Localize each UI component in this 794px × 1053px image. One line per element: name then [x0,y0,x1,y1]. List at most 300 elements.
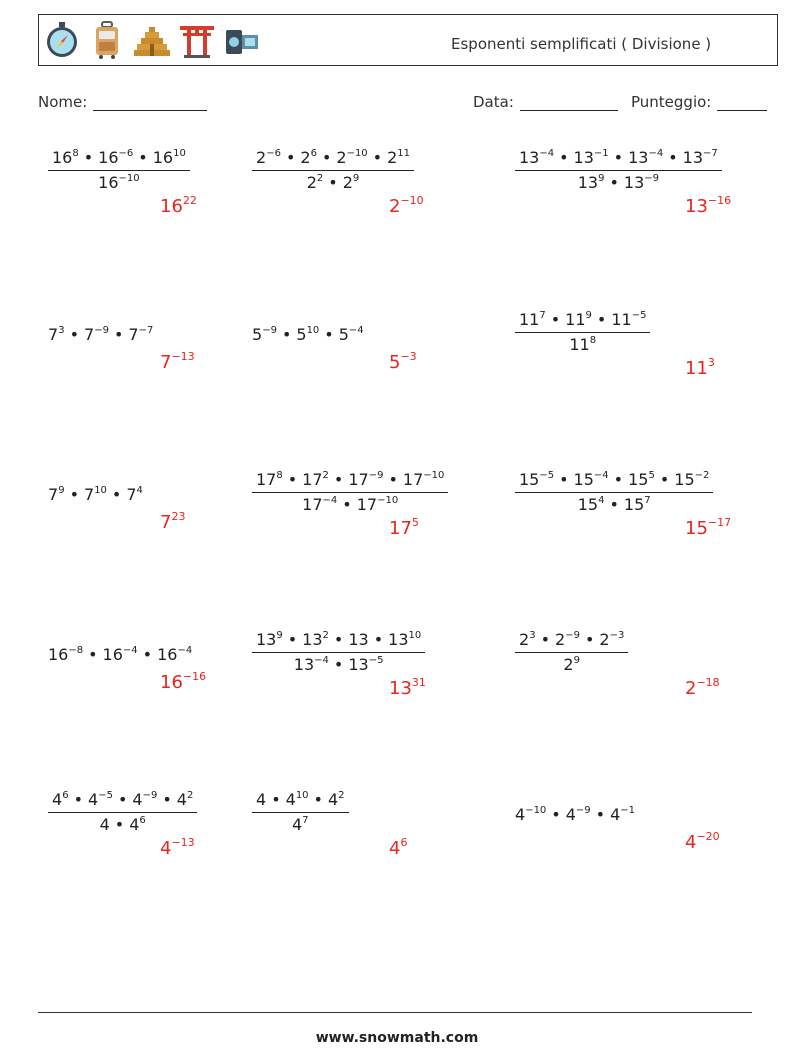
power-term [126,485,143,504]
exponent: 6 [139,815,146,826]
base: 4 [565,805,576,824]
base: 13 [348,630,369,649]
exponent: 10 [306,325,320,336]
exponent: −10 [423,470,445,481]
exponent: −1 [620,805,636,816]
base: 4 [99,815,110,834]
power-term [519,310,546,329]
multiply-dot: • [613,470,624,489]
exponent: 11 [397,148,411,159]
base: 16 [98,148,119,167]
exponent: −1 [593,148,609,159]
power-term [348,655,383,674]
base: 2 [306,173,317,192]
base: 7 [160,512,172,533]
problem-expression [515,470,713,514]
multiply-dot: • [609,173,619,192]
power-term [48,325,65,344]
power-term [52,148,79,167]
exponent: −17 [707,516,732,529]
exponent: −13 [171,836,195,849]
multiply-dot: • [595,805,606,824]
worksheet-header [38,14,778,66]
base: 13 [623,173,645,192]
multiply-dot: • [333,655,344,674]
power-term [628,470,655,489]
date-label: Data: [473,93,514,111]
exponent: 4 [598,495,605,506]
denominator [515,492,713,514]
base: 7 [48,485,59,504]
power-term [515,805,546,824]
base: 15 [685,518,708,539]
power-term [624,495,651,514]
exponent: −4 [314,655,329,666]
power-term [574,148,609,167]
exponent: −2 [694,470,710,481]
power-term [157,645,192,664]
denominator [515,332,650,354]
exponent: −5 [631,310,647,321]
multiply-dot: • [111,485,122,504]
base: 13 [573,148,594,167]
multiply-dot: • [373,630,384,649]
exponent: 3 [707,356,715,369]
power-term [129,815,146,834]
fraction [515,470,713,514]
base: 13 [388,630,409,649]
base: 11 [565,310,586,329]
exponent: 31 [411,676,426,689]
numerator [515,630,628,652]
score-field [631,93,767,111]
exponent: −3 [609,630,625,641]
base: 2 [685,678,697,699]
exponent: 8 [589,335,597,346]
answer [160,838,195,859]
exponent: 2 [338,790,345,801]
power-term [84,325,109,344]
exponent: −10 [346,148,368,159]
base: 7 [126,485,137,504]
answer-power [389,678,426,699]
base: 16 [98,173,119,192]
exponent: 10 [408,630,422,641]
base: 16 [160,672,183,693]
exponent: −6 [118,148,134,159]
exponent: −4 [177,645,193,656]
multiply-dot: • [281,325,292,344]
problem-expression [515,630,628,674]
name-field [38,93,207,111]
base: 11 [611,310,632,329]
fraction [252,790,349,834]
exponent: 10 [173,148,186,159]
answer [160,352,195,373]
power-term [336,148,367,167]
problem-expression [252,325,364,344]
compass-icon [44,21,80,59]
exponent: −13 [171,350,195,363]
power-term [565,310,592,329]
multiply-dot: • [113,325,124,344]
exponent: 5 [411,516,419,529]
power-term [302,470,329,489]
power-term [100,815,110,834]
power-term [302,495,337,514]
numerator [252,630,425,652]
fraction [515,310,650,354]
power-term [566,805,591,824]
exponent: −10 [118,173,140,184]
exponent: 23 [171,510,186,523]
base: 17 [348,470,369,489]
problem-expression [515,148,722,192]
exponent: 8 [72,148,79,159]
multiply-dot: • [324,325,334,344]
exponent: −5 [368,655,384,666]
base: 4 [285,790,296,809]
power-term [348,630,368,649]
numerator [515,148,722,170]
answer-power [160,196,197,217]
multiply-dot: • [551,805,561,824]
exponent: 7 [302,815,309,826]
base: 16 [52,148,73,167]
numerator [252,148,414,170]
exponent: −10 [525,805,547,816]
fraction [515,630,628,674]
base: 2 [555,630,566,649]
answer [685,196,731,217]
answer [685,518,731,539]
power-term [578,173,605,192]
answer [685,358,715,379]
exponent: −7 [703,148,718,159]
exponent: −8 [68,645,84,656]
problem-expression [252,148,414,192]
date-blank [520,94,618,111]
exponent: −9 [644,173,660,184]
base: 7 [84,325,95,344]
exponent: 10 [295,790,309,801]
exponent: 9 [573,655,580,666]
base: 7 [128,325,139,344]
exponent: −4 [648,148,664,159]
base: 15 [519,470,540,489]
base: 5 [252,325,263,344]
problem-expression [515,805,635,824]
exponent: 8 [276,470,283,481]
problem-expression [48,645,192,664]
base: 4 [291,815,303,834]
numerator [252,790,349,812]
base: 4 [52,790,63,809]
answer-power [160,672,206,693]
exponent: −4 [539,148,555,159]
base: 16 [152,148,174,167]
base: 13 [293,655,315,674]
power-term [128,325,153,344]
base: 15 [623,495,645,514]
power-term [574,470,609,489]
score-blank [717,94,767,111]
answer [389,838,407,859]
base: 16 [102,645,123,664]
base: 4 [685,832,697,853]
power-term [388,630,421,649]
fraction [252,470,448,514]
power-term [519,630,536,649]
answer-power [685,196,731,217]
exponent: 4 [136,485,143,496]
answer-power [389,838,407,859]
date-field [473,93,618,111]
problem-expression [48,148,190,192]
exponent: 22 [182,194,197,207]
answer-power [160,512,185,533]
exponent: 5 [648,470,655,481]
base: 2 [387,148,398,167]
base: 2 [336,148,347,167]
multiply-dot: • [287,470,298,489]
power-term [519,148,554,167]
fraction [252,630,425,674]
base: 13 [348,655,369,674]
base: 17 [402,470,424,489]
page-title: Esponenti semplificati ( Divisione ) [451,35,712,53]
base: 4 [515,805,526,824]
multiply-dot: • [342,495,352,514]
header-icons [44,21,260,59]
multiply-dot: • [333,470,344,489]
power-term [286,790,309,809]
answer [160,512,185,533]
fraction [48,148,190,192]
power-term [48,485,65,504]
power-term [628,148,663,167]
multiply-dot: • [114,815,125,834]
exponent: 6 [310,148,317,159]
multiply-dot: • [69,485,79,504]
answer-power [389,518,419,539]
base: 4 [129,815,140,834]
multiply-dot: • [540,630,550,649]
base: 11 [569,335,590,354]
answer-power [685,678,720,699]
base: 11 [685,358,708,379]
footer-url: www.snowmath.com [315,1030,479,1046]
multiply-dot: • [372,148,383,167]
problem-expression [515,310,650,354]
base: 7 [84,485,95,504]
denominator [252,492,448,514]
power-term [599,630,624,649]
power-term [387,148,410,167]
power-term [519,470,554,489]
exponent: 10 [94,485,107,496]
power-term [103,645,138,664]
power-term [403,470,444,489]
power-term [98,173,139,192]
power-term [256,790,266,809]
exponent: −4 [122,645,138,656]
exponent: −3 [400,350,417,363]
exponent: 7 [539,310,546,321]
base: 4 [327,790,339,809]
multiply-dot: • [388,470,398,489]
numerator [48,790,197,812]
power-term [578,495,605,514]
exponent: −18 [696,676,720,689]
power-term [624,173,659,192]
footer-rule [38,1012,752,1013]
fraction [252,148,414,192]
base: 17 [256,470,277,489]
base: 4 [176,790,187,809]
problem-expression [48,485,143,504]
answer-power [160,838,195,859]
exponent: 2 [322,630,329,641]
multiply-dot: • [550,310,561,329]
answer-power [389,196,424,217]
base: 15 [628,470,649,489]
power-term [563,655,580,674]
answer [160,196,197,217]
power-term [252,325,277,344]
multiply-dot: • [142,645,153,664]
exponent: 9 [276,630,283,641]
power-term [683,148,718,167]
denominator [48,812,197,834]
multiply-dot: • [73,790,83,809]
base: 13 [256,630,277,649]
base: 2 [519,630,530,649]
base: 13 [389,678,412,699]
answer [389,678,426,699]
answer-power [685,518,731,539]
multiply-dot: • [117,790,128,809]
base: 15 [674,470,695,489]
base: 4 [610,805,621,824]
power-term [296,325,319,344]
power-term [302,630,329,649]
base: 4 [160,838,172,859]
exponent: −9 [142,790,158,801]
multiply-dot: • [596,310,607,329]
base: 4 [256,790,267,809]
multiply-dot: • [321,148,332,167]
base: 13 [302,630,323,649]
denominator [252,170,414,192]
problem-expression [252,630,425,674]
base: 2 [256,148,267,167]
exponent: −10 [400,194,424,207]
denominator [515,652,628,674]
exponent: 7 [644,495,651,506]
power-term [307,173,324,192]
camcorder-icon [224,21,260,59]
power-term [300,148,317,167]
multiply-dot: • [271,790,281,809]
multiply-dot: • [333,630,344,649]
denominator [252,652,425,674]
multiply-dot: • [138,148,148,167]
denominator [48,170,190,192]
exponent: −7 [138,325,154,336]
exponent: −9 [262,325,277,336]
name-blank [93,94,207,111]
multiply-dot: • [69,325,79,344]
power-term [555,630,580,649]
numerator [515,310,650,332]
base: 5 [389,352,401,373]
fraction [515,148,722,192]
exponent: −16 [182,670,207,683]
power-term [348,470,383,489]
answer [389,196,424,217]
exponent: −4 [348,325,364,336]
base: 16 [160,196,183,217]
multiply-dot: • [659,470,670,489]
exponent: −20 [696,830,720,843]
power-term [610,805,635,824]
multiply-dot: • [559,470,569,489]
base: 2 [389,196,401,217]
exponent: −9 [565,630,580,641]
base: 13 [685,196,708,217]
multiply-dot: • [584,630,595,649]
multiply-dot: • [559,148,569,167]
numerator [48,148,190,170]
multiply-dot: • [162,790,172,809]
exponent: 6 [62,790,69,801]
base: 11 [519,310,540,329]
exponent: 9 [352,173,360,184]
exponent: −5 [539,470,555,481]
problem-expression [252,470,448,514]
power-term [292,815,309,834]
base: 5 [296,325,307,344]
power-term [357,495,398,514]
exponent: 9 [58,485,65,496]
exponent: −4 [322,495,338,506]
exponent: 2 [316,173,324,184]
base: 13 [682,148,703,167]
exponent: −6 [266,148,281,159]
base: 2 [563,655,574,674]
exponent: −9 [575,805,591,816]
power-term [84,485,107,504]
denominator [515,170,722,192]
multiply-dot: • [287,630,298,649]
exponent: 2 [186,790,194,801]
multiply-dot: • [613,148,624,167]
exponent: 9 [585,310,592,321]
name-label: Nome: [38,93,88,111]
base: 16 [157,645,178,664]
base: 17 [389,518,412,539]
base: 4 [88,790,99,809]
base: 4 [389,838,401,859]
problem-expression [252,790,349,834]
denominator [252,812,349,834]
answer-power [685,358,715,379]
multiply-dot: • [328,173,338,192]
multiply-dot: • [83,148,94,167]
answer [389,352,417,373]
power-term [256,630,283,649]
